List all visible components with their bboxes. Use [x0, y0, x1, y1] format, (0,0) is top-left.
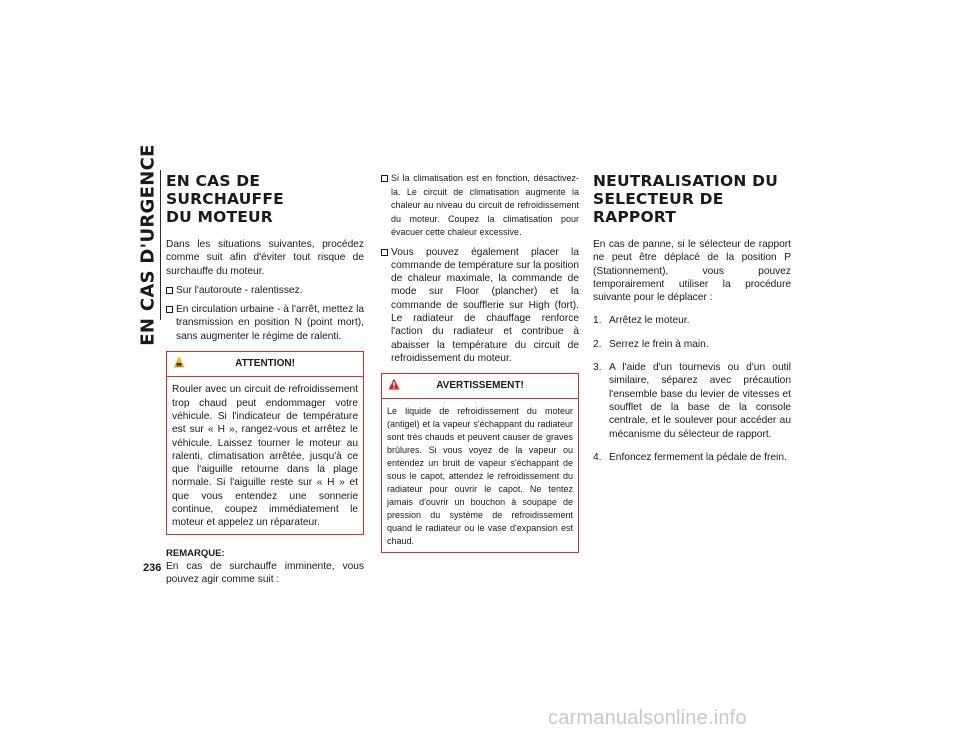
- remark-label: REMARQUE:: [166, 547, 225, 559]
- warning-header: [382, 374, 578, 399]
- shift-override-intro: En cas de panne, si le sélecteur de rapport ne peut être déplacé de la position P (Stationnement), vous pouvez temporairement utiliser la procédure suivante pour le déplacer :: [593, 239, 791, 304]
- overheating-title-line1: EN CAS DE SURCHAUFFE: [166, 172, 284, 208]
- step-number: 4.: [593, 451, 602, 463]
- attention-body: Rouler avec un circuit de refroidissement trop chaud peut endommager votre véhicule. Si l'indicateur de température est sur « H », rangez-vous et arrêtez le véhicule. Laissez tourner le moteur au ralenti, climatisation arrêtée, jusqu'à ce que l'aiguille retourne dans la plage normale. Si l'aiguille reste sur « H » et que vous entendez une sonnerie continue, coupez immédiatement le moteur et appelez un réparateur.: [172, 384, 358, 529]
- shift-override-title-line2: SELECTEUR DE RAPPORT: [593, 190, 724, 226]
- step-text: Serrez le frein à main.: [609, 338, 709, 350]
- column-cooling-tips: [381, 172, 579, 565]
- list-item: [593, 361, 791, 441]
- step-text: Arrêtez le moteur.: [609, 315, 690, 327]
- shift-override-title: [593, 172, 791, 226]
- column-overheating: [166, 172, 364, 593]
- page-number: 236: [143, 562, 162, 574]
- list-item: Vous pouvez également placer la commande de température sur la position de chaleur maximale, la commande de mode sur Floor (plancher) et la commande de soufflerie sur High (fort). Le radiateur de chauffage renforce l'action du radiateur et contribue à abaisser la température du circuit de refroidissement du moteur.: [381, 246, 579, 366]
- list-item: En circulation urbaine - à l'arrêt, mettez la transmission en position N (point mort), sans augmenter le régime de ralenti.: [166, 303, 364, 343]
- warning-title: AVERTISSEMENT!: [436, 380, 524, 392]
- overheating-title: [166, 172, 364, 226]
- watermark: carmanualsonline.info: [548, 707, 747, 729]
- column-shift-override: [593, 172, 791, 474]
- overheating-title-line2: DU MOTEUR: [166, 208, 273, 226]
- step-number: 2.: [593, 338, 602, 350]
- step-text: Enfoncez fermement la pédale de frein.: [609, 451, 787, 463]
- list-item: [593, 451, 791, 464]
- step-number: 3.: [593, 362, 602, 374]
- side-divider: [160, 170, 161, 320]
- list-item: Si la climatisation est en fonction, désactivez-la. Le circuit de climatisation augmente la chaleur au niveau du circuit de refroidissement du moteur. Coupez la climatisation pour évacuer cette chaleur excessive.: [381, 172, 579, 240]
- warning-triangle-icon: [388, 378, 400, 390]
- warning-box: [381, 373, 579, 553]
- caution-car-icon: [173, 356, 185, 368]
- list-item: [593, 314, 791, 327]
- overheating-intro: Dans les situations suivantes, procédez comme suit afin d'éviter tout risque de surchauffe du moteur.: [166, 239, 364, 277]
- shift-override-title-line1: NEUTRALISATION DU: [593, 172, 778, 190]
- remark-text: En cas de surchauffe imminente, vous pouvez agir comme suit :: [166, 560, 364, 586]
- section-side-tab-label: EN CAS D'URGENCE: [137, 144, 159, 346]
- section-side-tab: [137, 144, 159, 346]
- attention-box: [166, 351, 364, 535]
- list-item: [593, 338, 791, 351]
- attention-title: ATTENTION!: [235, 358, 295, 370]
- list-item: Sur l'autoroute - ralentissez.: [166, 284, 364, 297]
- step-number: 1.: [593, 315, 602, 327]
- step-text: A l'aide d'un tournevis ou d'un outil similaire, séparez avec précaution l'ensemble base du levier de vitesses et soufflet de la base de la console centrale, et le soulever pour accéder au mécanisme du sélecteur de rapport.: [609, 362, 791, 440]
- attention-header: [167, 352, 363, 377]
- warning-body: Le liquide de refroidissement du moteur (antigel) et la vapeur s'échappant du radiateur sont très chauds et peuvent causer de graves brûlures. Si vous voyez de la vapeur ou entendez un bruit de vapeur s'échappant de sous le capot, attendez le refroidissement du radiateur pour ouvrir le capot. Ne tentez jamais d'ouvrir un bouchon à soupape de pression du système de refroidissement quand le radiateur ou le vase d'expansion est chaud.: [387, 406, 573, 547]
